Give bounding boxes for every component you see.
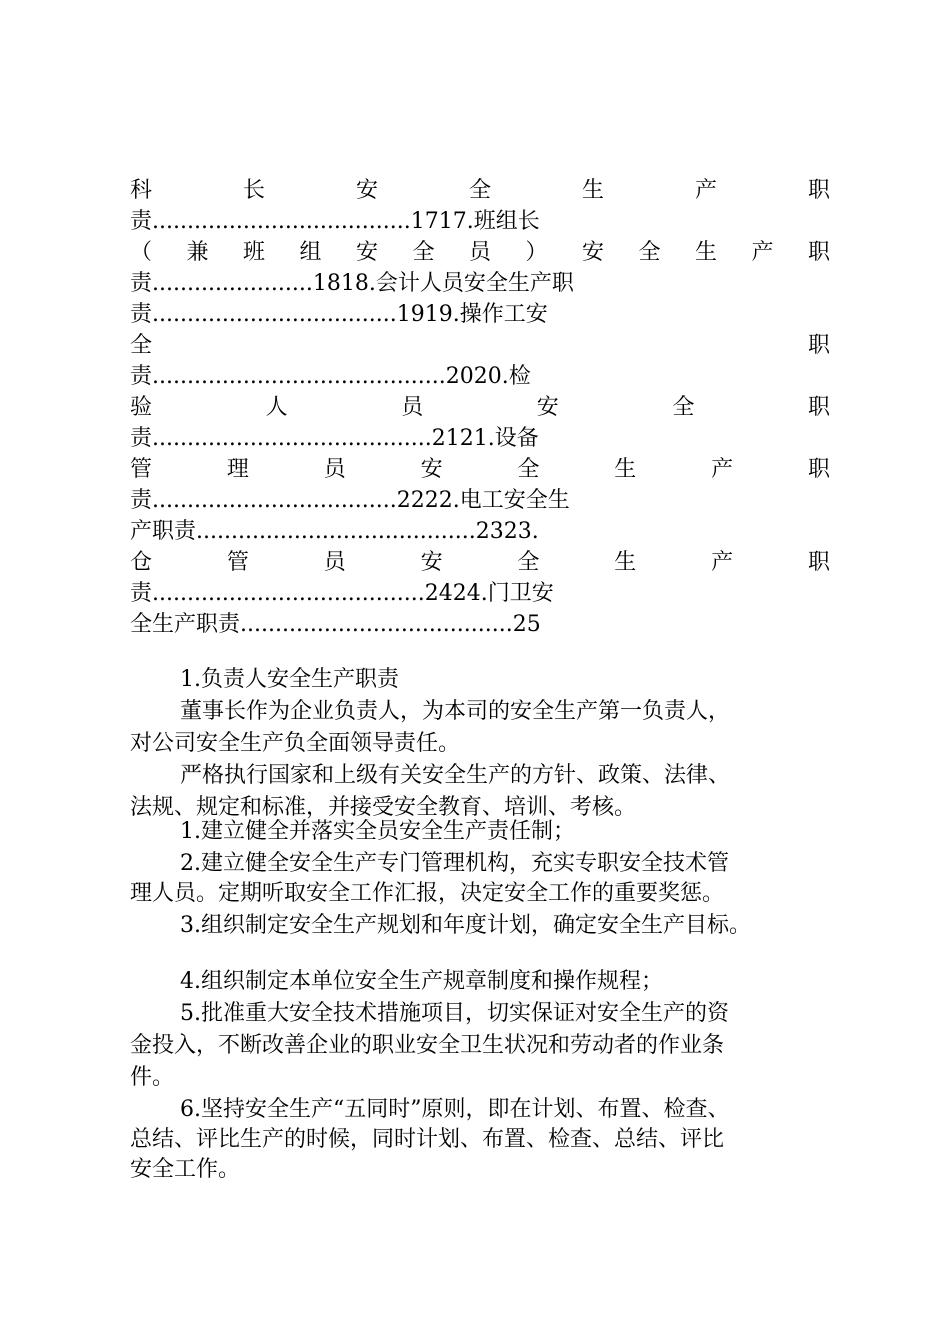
toc-line: 全 职 — [130, 333, 830, 358]
toc-line: （ 兼 班 组 安 全 员 ） 安 全 生 产 职 — [130, 240, 830, 265]
body-line: 5.批准重大安全技术措施项目，切实保证对安全生产的资 — [180, 1001, 729, 1026]
toc-line: 责.....................................1717.班组长 — [130, 209, 540, 234]
toc-line: 责...................................2222.电工安全生 — [130, 488, 570, 513]
body-line: 严格执行国家和上级有关安全生产的方针、政策、法律、 — [180, 763, 731, 788]
body-line: 4.组织制定本单位安全生产规章制度和操作规程； — [180, 969, 663, 994]
toc-line: 科 长 安 全 生 产 职 — [130, 178, 830, 203]
body-line: 2.建立健全安全生产专门管理机构，充实专职安全技术管 — [180, 851, 729, 876]
section-heading: 1.负责人安全生产职责 — [180, 667, 399, 692]
body-line: 董事长作为企业负责人，为本司的安全生产第一负责人， — [180, 699, 731, 724]
toc-line: 验 人 员 安 全 职 — [130, 395, 830, 420]
body-line: 总结、评比生产的时候，同时计划、布置、检查、总结、评比 — [130, 1127, 725, 1152]
toc-line: 产职责........................................2323. — [130, 519, 539, 544]
body-line: 1.建立健全并落实全员安全生产责任制； — [180, 819, 575, 844]
toc-line: 责...................................1919.操作工安 — [130, 302, 548, 327]
toc-line: 责.......................1818.会计人员安全生产职 — [130, 271, 574, 296]
toc-line: 责.......................................2424.门卫安 — [130, 581, 554, 606]
toc-line: 仓 管 员 安 全 生 产 职 — [130, 550, 830, 575]
body-line: 对公司安全生产负全面领导责任。 — [130, 731, 461, 756]
body-line: 金投入，不断改善企业的职业安全卫生状况和劳动者的作业条 — [130, 1033, 725, 1058]
toc-line: 责........................................2121.设备 — [130, 426, 539, 451]
body-line: 理人员。定期听取安全工作汇报，决定安全工作的重要奖惩。 — [130, 881, 725, 906]
toc-line: 全生产职责.......................................25 — [130, 612, 541, 637]
body-line: 安全工作。 — [130, 1157, 241, 1182]
toc-line: 管 理 员 安 全 生 产 职 — [130, 457, 830, 482]
body-line: 法规、规定和标准，并接受安全教育、培训、考核。 — [130, 795, 637, 820]
body-line: 6.坚持安全生产“五同时”原则，即在计划、布置、检查、 — [180, 1097, 730, 1122]
body-line: 3.组织制定安全生产规划和年度计划，确定安全生产目标。 — [180, 913, 751, 938]
toc-line: 责..........................................2020.检 — [130, 364, 531, 389]
body-line: 件。 — [130, 1065, 175, 1090]
